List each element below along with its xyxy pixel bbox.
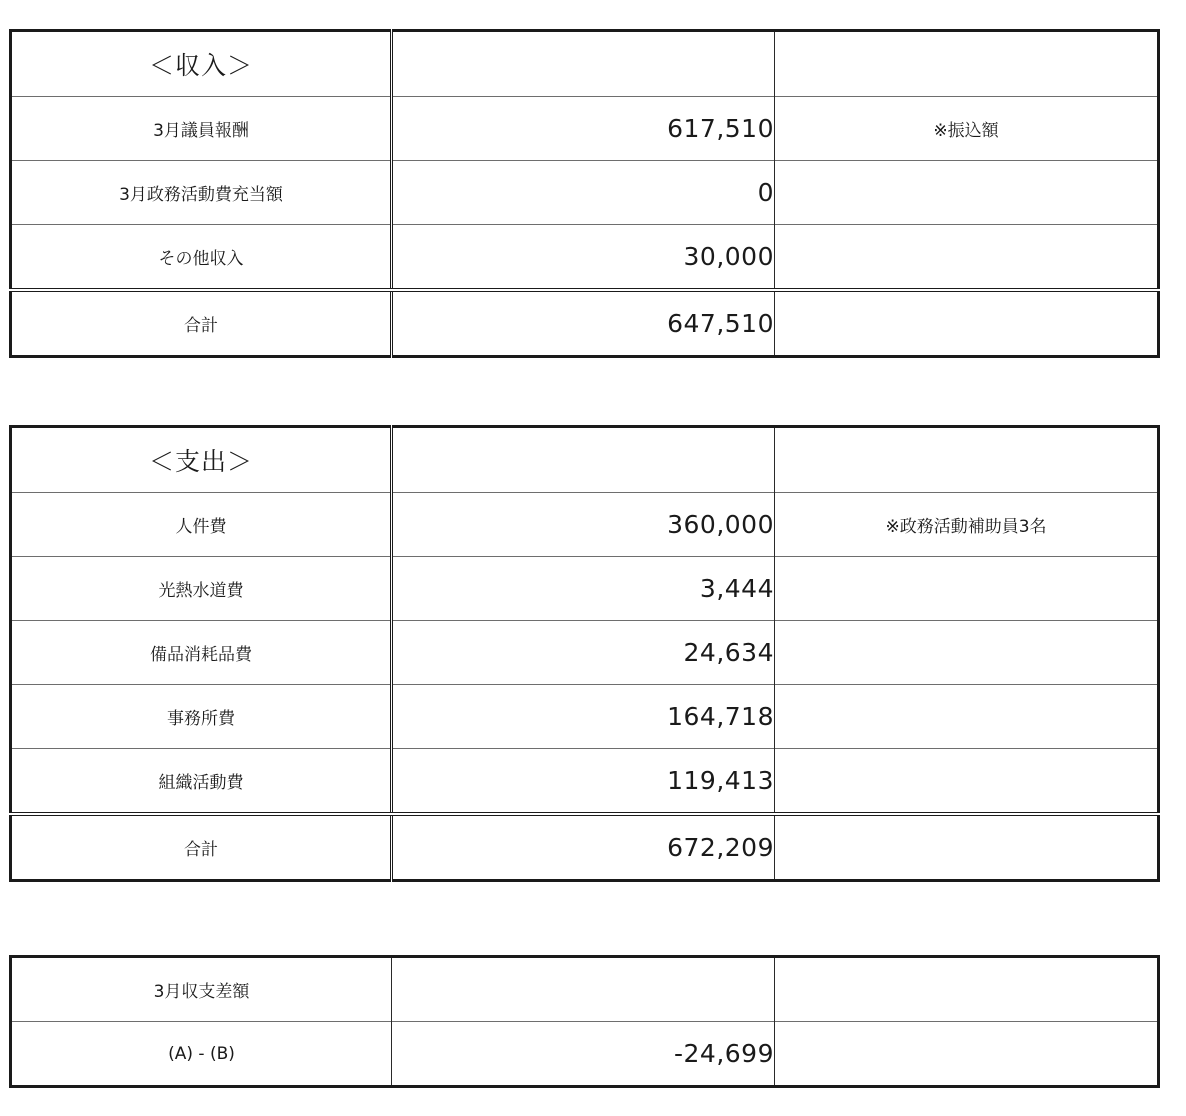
empty-cell	[775, 290, 1159, 357]
expense-amount-supplies: 24,634	[392, 621, 775, 685]
income-total-row	[11, 290, 1159, 357]
income-table	[9, 29, 1160, 358]
income-note-salary: ※振込額	[775, 97, 1159, 161]
expense-label-utilities: 光熱水道費	[11, 557, 392, 621]
empty-cell	[775, 427, 1159, 493]
expense-note-personnel: ※政務活動補助員3名	[775, 493, 1159, 557]
empty-cell	[775, 814, 1159, 881]
income-total-label: 合計	[11, 290, 392, 357]
expense-amount-office: 164,718	[392, 685, 775, 749]
income-amount-other: 30,000	[392, 225, 775, 291]
expense-label-personnel: 人件費	[11, 493, 392, 557]
table-row	[11, 557, 1159, 621]
table-row	[11, 621, 1159, 685]
expense-total-label: 合計	[11, 814, 392, 881]
balance-formula: (A) - (B)	[11, 1022, 392, 1087]
empty-cell	[392, 31, 775, 97]
empty-cell	[775, 31, 1159, 97]
empty-cell	[392, 957, 775, 1022]
table-row	[11, 1022, 1159, 1087]
income-note-other	[775, 225, 1159, 291]
expense-amount-personnel: 360,000	[392, 493, 775, 557]
income-total-amount: 647,510	[392, 290, 775, 357]
expense-note-supplies	[775, 621, 1159, 685]
empty-cell	[392, 427, 775, 493]
table-row	[11, 225, 1159, 291]
table-row	[11, 685, 1159, 749]
expense-label-supplies: 備品消耗品費	[11, 621, 392, 685]
income-amount-salary: 617,510	[392, 97, 775, 161]
expense-table	[9, 425, 1160, 882]
expense-label-office: 事務所費	[11, 685, 392, 749]
empty-cell	[775, 1022, 1159, 1087]
expense-amount-utilities: 3,444	[392, 557, 775, 621]
expense-note-utilities	[775, 557, 1159, 621]
expense-header: ＜支出＞	[11, 427, 392, 493]
balance-label: 3月収支差額	[11, 957, 392, 1022]
income-amount-activity: 0	[392, 161, 775, 225]
table-row	[11, 161, 1159, 225]
balance-table	[9, 955, 1160, 1088]
empty-cell	[775, 957, 1159, 1022]
income-label-activity: 3月政務活動費充当額	[11, 161, 392, 225]
income-label-salary: 3月議員報酬	[11, 97, 392, 161]
expense-header-row	[11, 427, 1159, 493]
expense-total-amount: 672,209	[392, 814, 775, 881]
table-row	[11, 749, 1159, 815]
expense-note-organization	[775, 749, 1159, 815]
table-row	[11, 97, 1159, 161]
expense-note-office	[775, 685, 1159, 749]
income-header-row	[11, 31, 1159, 97]
balance-amount: -24,699	[392, 1022, 775, 1087]
table-row	[11, 493, 1159, 557]
expense-total-row	[11, 814, 1159, 881]
balance-header-row	[11, 957, 1159, 1022]
expense-label-organization: 組織活動費	[11, 749, 392, 815]
income-note-activity	[775, 161, 1159, 225]
expense-amount-organization: 119,413	[392, 749, 775, 815]
income-header: ＜収入＞	[11, 31, 392, 97]
income-label-other: その他収入	[11, 225, 392, 291]
